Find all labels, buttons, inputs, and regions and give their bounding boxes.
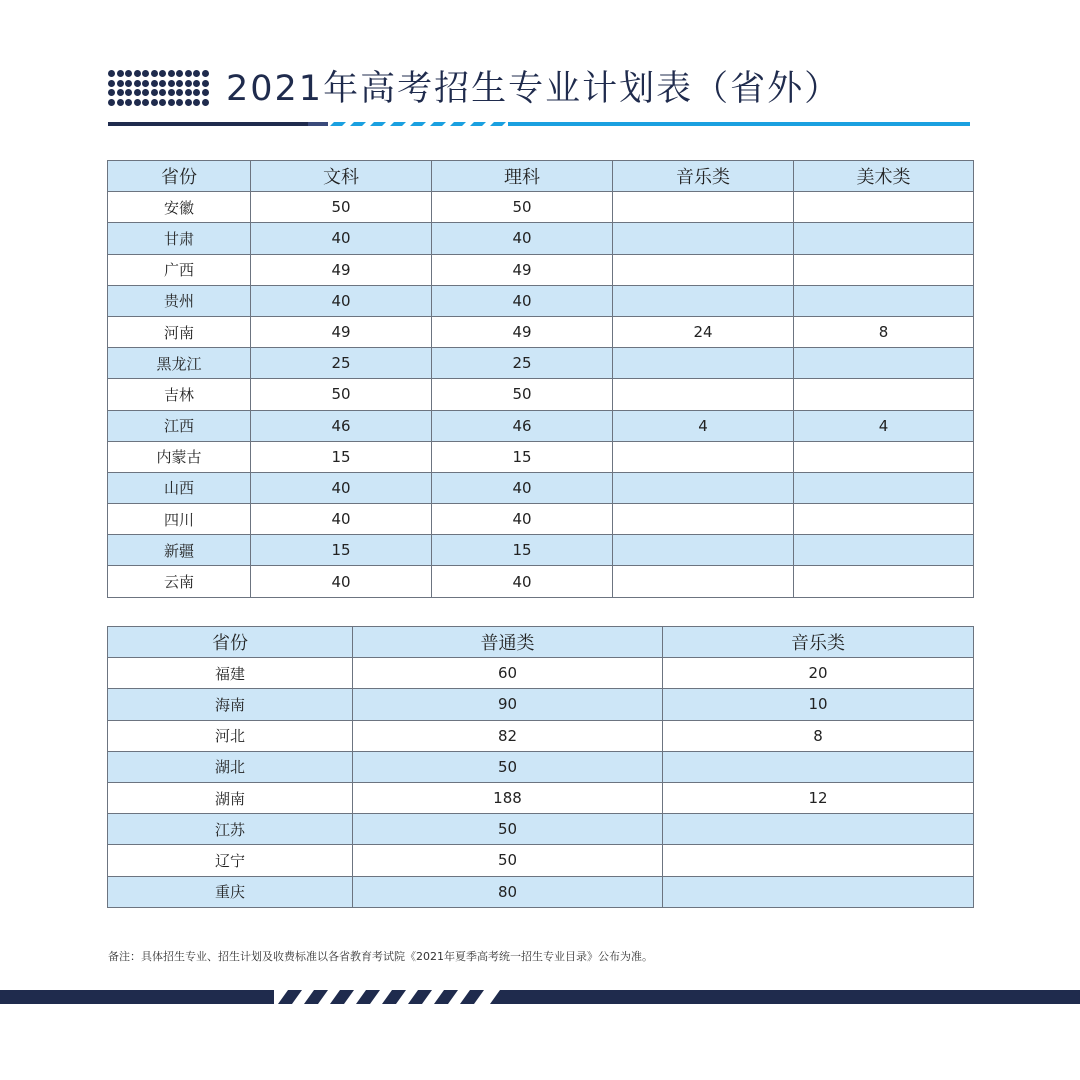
table-row — [108, 566, 974, 597]
dot — [176, 70, 183, 77]
quota-cell: 40 — [432, 223, 613, 254]
quota-cell — [794, 223, 974, 254]
dot — [168, 80, 175, 87]
dot — [151, 80, 158, 87]
dot — [108, 70, 115, 77]
dot — [142, 70, 149, 77]
dot — [142, 89, 149, 96]
quota-cell: 40 — [251, 285, 432, 316]
dot — [168, 99, 175, 106]
quota-cell: 25 — [432, 348, 613, 379]
quota-cell: 8 — [663, 720, 974, 751]
quota-cell — [794, 504, 974, 535]
quota-cell — [794, 379, 974, 410]
quota-cell: 49 — [251, 254, 432, 285]
province-cell: 山西 — [108, 472, 251, 503]
dot — [202, 99, 209, 106]
quota-cell — [613, 566, 794, 597]
dot — [159, 99, 166, 106]
quota-cell: 90 — [353, 689, 663, 720]
dot — [159, 89, 166, 96]
quota-cell — [613, 348, 794, 379]
quota-cell: 10 — [663, 689, 974, 720]
table-row — [108, 814, 974, 845]
quota-cell: 40 — [432, 566, 613, 597]
quota-cell — [613, 504, 794, 535]
quota-cell — [613, 379, 794, 410]
header-science: 理科 — [432, 161, 613, 192]
dot — [108, 89, 115, 96]
quota-cell: 40 — [432, 472, 613, 503]
quota-cell: 12 — [663, 782, 974, 813]
header-general: 普通类 — [353, 627, 663, 658]
header-music: 音乐类 — [663, 627, 974, 658]
quota-cell — [794, 566, 974, 597]
quota-cell — [613, 254, 794, 285]
dot — [117, 89, 124, 96]
province-cell: 重庆 — [108, 876, 353, 907]
dot — [151, 89, 158, 96]
quota-cell: 46 — [432, 410, 613, 441]
dot — [108, 99, 115, 106]
footnote: 备注：具体招生专业、招生计划及收费标准以各省教育考试院《2021年夏季高考统一招生专业目录》公布为准。 — [108, 950, 653, 963]
province-cell: 贵州 — [108, 285, 251, 316]
table-row — [108, 876, 974, 907]
province-cell: 黑龙江 — [108, 348, 251, 379]
quota-cell — [794, 535, 974, 566]
dot — [125, 80, 132, 87]
dot — [202, 89, 209, 96]
header-province: 省份 — [108, 627, 353, 658]
table-row — [108, 751, 974, 782]
quota-cell: 15 — [432, 535, 613, 566]
quota-cell: 50 — [251, 379, 432, 410]
quota-cell: 40 — [432, 285, 613, 316]
quota-cell: 50 — [251, 192, 432, 223]
header-province: 省份 — [108, 161, 251, 192]
quota-cell — [794, 472, 974, 503]
dot — [108, 80, 115, 87]
dot — [193, 99, 200, 106]
dot — [168, 70, 175, 77]
header-liberal-arts: 文科 — [251, 161, 432, 192]
dot — [202, 70, 209, 77]
quota-cell — [613, 285, 794, 316]
bottom-band-decoration — [0, 990, 1080, 1004]
dot — [142, 99, 149, 106]
table-row — [108, 782, 974, 813]
quota-cell — [613, 223, 794, 254]
quota-cell: 60 — [353, 658, 663, 689]
dot — [185, 89, 192, 96]
quota-cell: 40 — [432, 504, 613, 535]
table-row — [108, 348, 974, 379]
dot — [151, 99, 158, 106]
province-cell: 吉林 — [108, 379, 251, 410]
dot — [185, 80, 192, 87]
dot — [125, 99, 132, 106]
dot — [134, 70, 141, 77]
province-cell: 安徽 — [108, 192, 251, 223]
quota-cell: 82 — [353, 720, 663, 751]
province-cell: 湖北 — [108, 751, 353, 782]
province-cell: 海南 — [108, 689, 353, 720]
table-row — [108, 192, 974, 223]
dot — [159, 70, 166, 77]
page-header — [108, 66, 970, 130]
table-row — [108, 410, 974, 441]
dot — [168, 89, 175, 96]
dot — [176, 80, 183, 87]
quota-cell: 50 — [353, 751, 663, 782]
dot — [193, 89, 200, 96]
table-row — [108, 845, 974, 876]
quota-cell: 40 — [251, 223, 432, 254]
table-header-row — [108, 627, 974, 658]
quota-cell: 15 — [251, 535, 432, 566]
quota-cell: 80 — [353, 876, 663, 907]
quota-cell — [613, 472, 794, 503]
dot — [185, 70, 192, 77]
province-cell: 福建 — [108, 658, 353, 689]
quota-cell — [794, 192, 974, 223]
dot — [125, 70, 132, 77]
dot — [202, 80, 209, 87]
quota-cell: 15 — [251, 441, 432, 472]
quota-cell: 24 — [613, 316, 794, 347]
quota-cell: 15 — [432, 441, 613, 472]
dot — [193, 70, 200, 77]
table-row — [108, 720, 974, 751]
quota-cell: 50 — [432, 379, 613, 410]
table-row — [108, 472, 974, 503]
quota-cell: 20 — [663, 658, 974, 689]
province-cell: 甘肃 — [108, 223, 251, 254]
dot — [185, 99, 192, 106]
quota-cell — [663, 845, 974, 876]
dot — [117, 80, 124, 87]
quota-cell — [613, 441, 794, 472]
province-cell: 江苏 — [108, 814, 353, 845]
quota-cell: 46 — [251, 410, 432, 441]
quota-cell — [794, 348, 974, 379]
header-fine-arts: 美术类 — [794, 161, 974, 192]
dot — [176, 99, 183, 106]
quota-cell: 40 — [251, 566, 432, 597]
table-row — [108, 379, 974, 410]
quota-cell: 25 — [251, 348, 432, 379]
quota-cell — [794, 254, 974, 285]
quota-cell: 49 — [251, 316, 432, 347]
quota-cell — [663, 751, 974, 782]
quota-cell: 49 — [432, 254, 613, 285]
dot — [142, 80, 149, 87]
province-cell: 四川 — [108, 504, 251, 535]
quota-cell — [663, 876, 974, 907]
plan-table-arts-science — [107, 160, 974, 598]
table-row — [108, 441, 974, 472]
quota-cell: 40 — [251, 472, 432, 503]
quota-cell — [794, 441, 974, 472]
table-row — [108, 285, 974, 316]
dot — [193, 80, 200, 87]
quota-cell: 50 — [353, 845, 663, 876]
province-cell: 河南 — [108, 316, 251, 347]
province-cell: 江西 — [108, 410, 251, 441]
table-row — [108, 316, 974, 347]
province-cell: 辽宁 — [108, 845, 353, 876]
province-cell: 河北 — [108, 720, 353, 751]
dot — [117, 99, 124, 106]
quota-cell — [794, 285, 974, 316]
dot — [125, 89, 132, 96]
quota-cell: 4 — [794, 410, 974, 441]
province-cell: 云南 — [108, 566, 251, 597]
province-cell: 新疆 — [108, 535, 251, 566]
table-row — [108, 504, 974, 535]
page-title: 2021年高考招生专业计划表（省外） — [226, 69, 842, 109]
title-underline-decoration — [108, 122, 970, 126]
dot — [134, 89, 141, 96]
province-cell: 广西 — [108, 254, 251, 285]
table-row — [108, 223, 974, 254]
quota-cell — [663, 814, 974, 845]
dot-grid-decoration — [108, 70, 210, 106]
province-cell: 湖南 — [108, 782, 353, 813]
quota-cell — [613, 535, 794, 566]
header-music: 音乐类 — [613, 161, 794, 192]
dot — [134, 99, 141, 106]
province-cell: 内蒙古 — [108, 441, 251, 472]
table-row — [108, 254, 974, 285]
table-row — [108, 535, 974, 566]
table-row — [108, 689, 974, 720]
quota-cell: 4 — [613, 410, 794, 441]
table-row — [108, 658, 974, 689]
quota-cell: 8 — [794, 316, 974, 347]
quota-cell: 50 — [353, 814, 663, 845]
dot — [134, 80, 141, 87]
quota-cell: 49 — [432, 316, 613, 347]
quota-cell: 188 — [353, 782, 663, 813]
dot — [117, 70, 124, 77]
dot — [151, 70, 158, 77]
quota-cell — [613, 192, 794, 223]
plan-table-general — [107, 626, 974, 908]
table-header-row — [108, 161, 974, 192]
quota-cell: 50 — [432, 192, 613, 223]
quota-cell: 40 — [251, 504, 432, 535]
dot — [176, 89, 183, 96]
dot — [159, 80, 166, 87]
